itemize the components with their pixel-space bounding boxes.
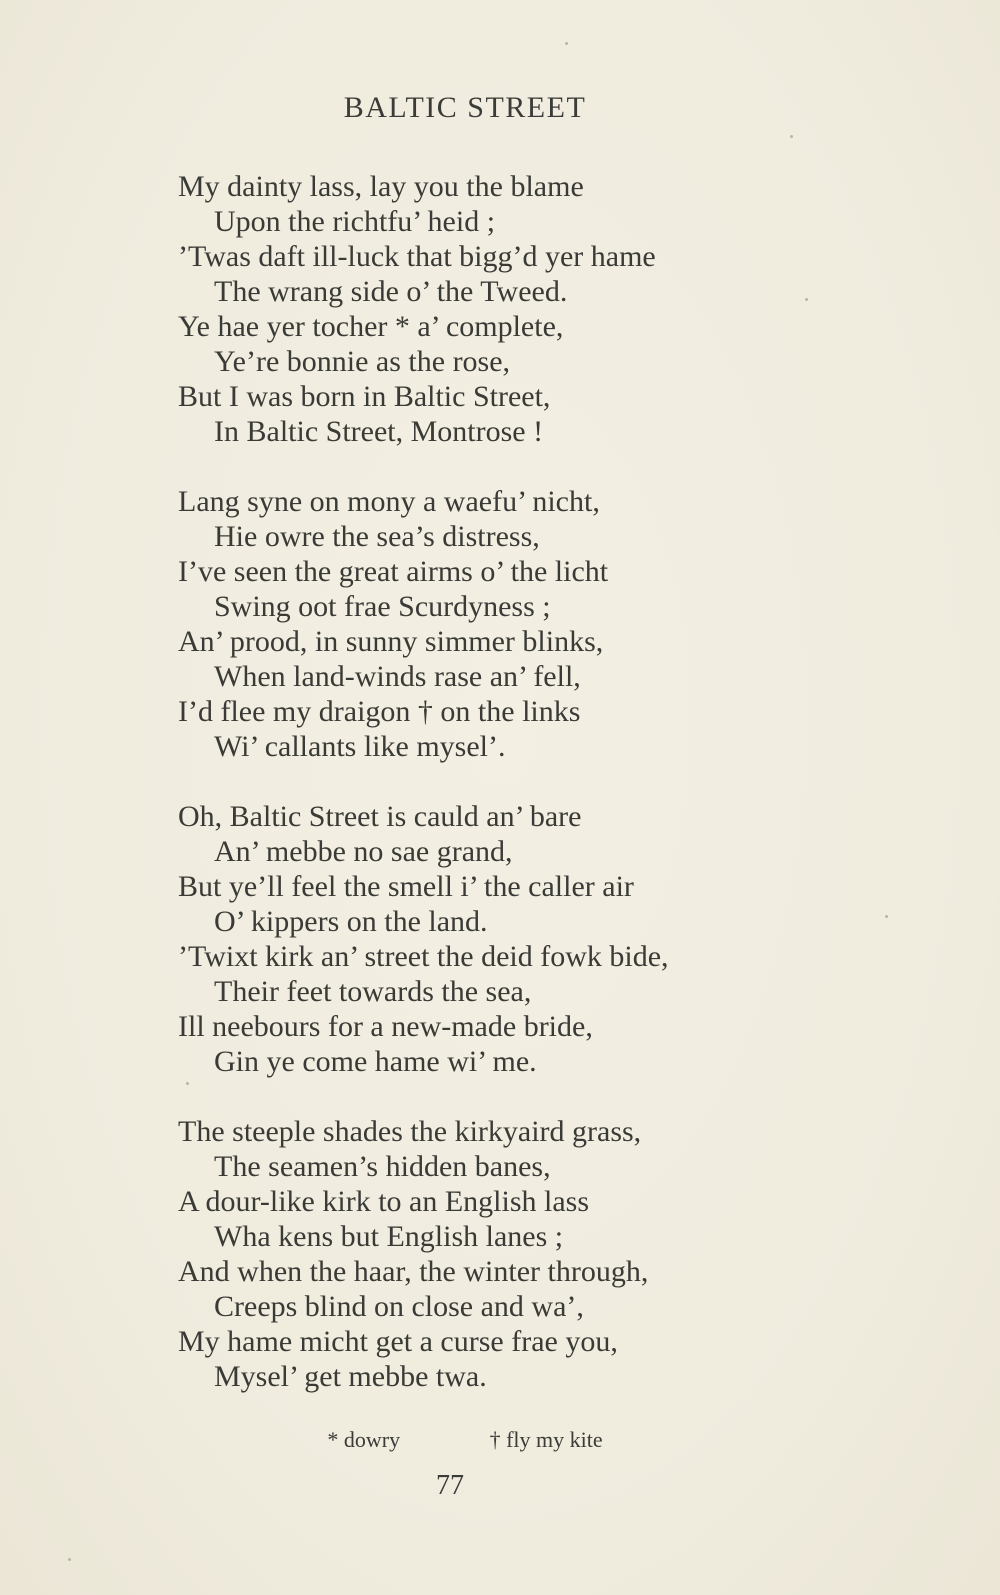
poem-line: Oh, Baltic Street is cauld an’ bare <box>178 800 582 833</box>
poem-line: The wrang side o’ the Tweed. <box>214 275 568 308</box>
poem-line: And when the haar, the winter through, <box>178 1255 649 1288</box>
footnote-fly-my-kite: † fly my kite <box>489 1427 603 1452</box>
stanza-2 <box>178 484 818 764</box>
poem-line: When land-winds rase an’ fell, <box>214 660 581 693</box>
poem-line: A dour-like kirk to an English lass <box>178 1185 590 1218</box>
paper-speck <box>565 42 568 45</box>
footnote-dowry: * dowry <box>327 1427 401 1452</box>
paper-speck <box>885 915 888 918</box>
poem-line: But ye’ll feel the smell i’ the caller air <box>178 870 634 903</box>
poem-line: Upon the richtfu’ heid ; <box>214 205 496 238</box>
poem-line: Ill neebours for a new-made bride, <box>178 1010 593 1043</box>
poem-line: Hie owre the sea’s distress, <box>214 520 540 553</box>
poem-title: BALTIC STREET <box>343 91 587 124</box>
poem-line: An’ mebbe no sae grand, <box>214 835 513 868</box>
poem-line: Swing oot frae Scurdyness ; <box>214 590 551 623</box>
poem-line: ’Twas daft ill-luck that bigg’d yer hame <box>178 240 656 273</box>
poem-line: Lang syne on mony a waefu’ nicht, <box>178 485 600 518</box>
poem-line: I’d flee my draigon † on the links <box>178 695 581 728</box>
poem-line: Mysel’ get mebbe twa. <box>214 1360 487 1393</box>
poem-line: But I was born in Baltic Street, <box>178 380 551 413</box>
poem-line: Creeps blind on close and wa’, <box>214 1290 584 1323</box>
poem-line: The steeple shades the kirkyaird grass, <box>178 1115 642 1148</box>
poem-line: I’ve seen the great airms o’ the licht <box>178 555 609 588</box>
paper-speck <box>790 135 793 138</box>
poem-line: O’ kippers on the land. <box>214 905 488 938</box>
stanza-1 <box>178 169 818 449</box>
poem-line: Gin ye come hame wi’ me. <box>214 1045 537 1078</box>
stanza-4 <box>178 1114 818 1394</box>
stanza-3 <box>178 799 818 1079</box>
poem-line: Their feet towards the sea, <box>214 975 532 1008</box>
poem-line: My dainty lass, lay you the blame <box>178 170 584 203</box>
poem-line: ’Twixt kirk an’ street the deid fowk bide, <box>178 940 669 973</box>
page-number: 77 <box>436 1470 464 1501</box>
poem-line: An’ prood, in sunny simmer blinks, <box>178 625 604 658</box>
poem-line: Wha kens but English lanes ; <box>214 1220 564 1253</box>
poem-line: The seamen’s hidden banes, <box>214 1150 551 1183</box>
paper-speck <box>68 1558 71 1561</box>
poem-line: Wi’ callants like mysel’. <box>214 730 506 763</box>
poem-line: In Baltic Street, Montrose ! <box>214 415 544 448</box>
footnotes <box>0 1427 930 1453</box>
poem-body <box>178 169 818 1429</box>
poem-line: My hame micht get a curse frae you, <box>178 1325 618 1358</box>
poem-line: Ye’re bonnie as the rose, <box>214 345 511 378</box>
poem-line: Ye hae yer tocher * a’ complete, <box>178 310 564 343</box>
